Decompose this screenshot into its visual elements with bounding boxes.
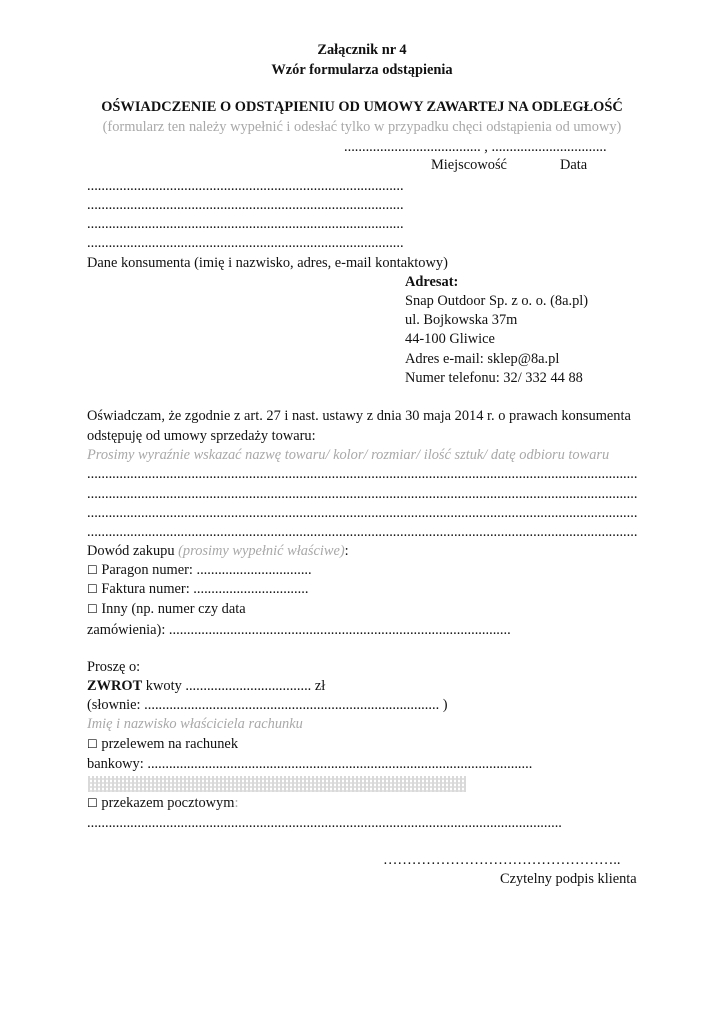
addressee-city: 44-100 Gliwice <box>405 331 495 347</box>
receipt-label[interactable]: Paragon numer: ................................ <box>101 562 312 578</box>
amount-in-words[interactable]: (słownie: .................................................................................. ) <box>87 697 448 713</box>
invoice-checkbox[interactable]: ☐ <box>87 582 98 596</box>
goods-line-4[interactable]: ......................................................................................................................................................... <box>87 524 638 540</box>
signature-line[interactable]: ………………………………………….. <box>383 852 621 868</box>
form-note: (formularz ten należy wypełnić i odesłać tylko w przypadku chęci odstąpienia od umowy) <box>102 119 622 135</box>
other-label: Inny (np. numer czy data <box>101 601 246 617</box>
transfer-row <box>87 735 238 754</box>
postal-checkbox[interactable]: ☐ <box>87 796 98 810</box>
signature-label: Czytelny podpis klienta <box>500 871 637 887</box>
invoice-row <box>87 580 308 599</box>
account-number-boxes[interactable] <box>88 776 466 792</box>
refund-row <box>87 677 325 696</box>
statement-line-2: odstępuję od umowy sprzedaży towaru: <box>87 428 316 444</box>
addressee-street: ul. Bojkowska 37m <box>405 312 518 328</box>
goods-line-2[interactable]: ......................................................................................................................................................... <box>87 486 638 502</box>
goods-hint: Prosimy wyraźnie wskazać nazwę towaru/ kolor/ rozmiar/ ilość sztuk/ datę odbioru towaru <box>87 447 610 463</box>
form-subtitle: Wzór formularza odstąpienia <box>271 62 453 78</box>
consumer-line-1[interactable]: ........................................................................................ <box>87 178 404 194</box>
place-label: Miejscowość <box>431 157 507 173</box>
addressee-name: Snap Outdoor Sp. z o. o. (8a.pl) <box>405 293 589 309</box>
proof-label-row <box>87 542 349 561</box>
consumer-label: Dane konsumenta (imię i nazwisko, adres, e-mail kontaktowy) <box>87 255 448 271</box>
addressee-email: Adres e-mail: sklep@8a.pl <box>405 351 560 367</box>
owner-hint: Imię i nazwisko właściciela rachunku <box>87 716 303 732</box>
request-label: Proszę o: <box>87 659 141 675</box>
place-date-line[interactable]: ...................................... , ................................ <box>344 139 607 155</box>
transfer-label: przelewem na rachunek <box>101 736 239 752</box>
proof-colon: : <box>344 543 349 559</box>
addressee-phone: Numer telefonu: 32/ 332 44 88 <box>405 370 583 386</box>
bank-account-line[interactable]: bankowy: ........................................................................................................... <box>87 756 533 772</box>
refund-bold: ZWROT <box>87 678 143 694</box>
refund-amount[interactable]: kwoty ................................... zł <box>142 678 326 694</box>
other-checkbox[interactable]: ☐ <box>87 602 98 616</box>
invoice-label[interactable]: Faktura numer: ................................ <box>101 581 309 597</box>
postal-row <box>87 794 238 813</box>
annex-label: Załącznik nr 4 <box>317 42 407 58</box>
statement-line-1: Oświadczam, że zgodnie z art. 27 i nast. ustawy z dnia 30 maja 2014 r. o prawach konsumenta <box>87 408 631 424</box>
order-line[interactable]: zamówienia): ............................................................................................... <box>87 622 511 638</box>
page-title: OŚWIADCZENIE O ODSTĄPIENIU OD UMOWY ZAWARTEJ NA ODLEGŁOŚĆ <box>101 99 623 115</box>
transfer-checkbox[interactable]: ☐ <box>87 737 98 751</box>
consumer-line-2[interactable]: ........................................................................................ <box>87 197 404 213</box>
proof-label: Dowód zakupu <box>87 543 175 559</box>
postal-colon: : <box>234 795 239 811</box>
proof-hint: (prosimy wypełnić właściwe) <box>178 543 345 559</box>
goods-line-3[interactable]: ......................................................................................................................................................... <box>87 505 638 521</box>
postal-label: przekazem pocztowym <box>101 795 235 811</box>
goods-line-1[interactable]: ......................................................................................................................................................... <box>87 466 638 482</box>
receipt-row <box>87 561 312 580</box>
receipt-checkbox[interactable]: ☐ <box>87 563 98 577</box>
postal-address-line[interactable]: .................................................................................................................................... <box>87 815 562 831</box>
consumer-line-4[interactable]: ........................................................................................ <box>87 235 404 251</box>
consumer-line-3[interactable]: ........................................................................................ <box>87 216 404 232</box>
date-label: Data <box>560 157 588 173</box>
addressee-heading: Adresat: <box>405 274 459 290</box>
other-row <box>87 600 246 619</box>
